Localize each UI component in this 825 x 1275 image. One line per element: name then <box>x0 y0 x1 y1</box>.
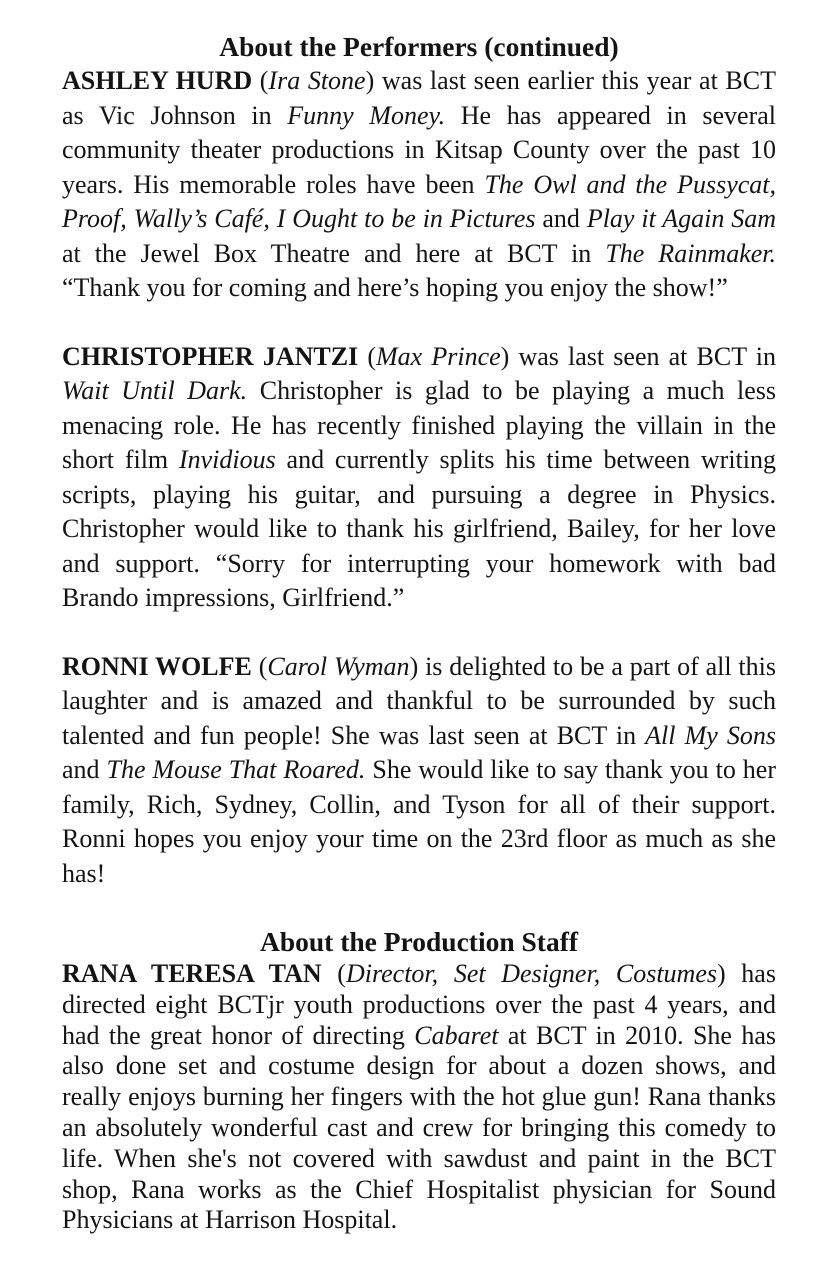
person-name: RANA TERESA TAN <box>62 959 322 988</box>
italic-title: The Rainmaker. <box>605 238 777 268</box>
italic-title: All My Sons <box>645 720 776 750</box>
italic-title: Play it Again Sam <box>586 204 777 233</box>
program-page <box>62 30 776 1236</box>
italic-title: Ira Stone <box>268 66 366 95</box>
bio-segment: ) was last seen earlier this year at BCT as Vic Johnson in <box>62 66 776 130</box>
person-name: RONNI WOLFE <box>62 651 252 681</box>
italic-title: The Owl and the Pussycat, Proof, Wally’s Café, I Ought to be in Pictures <box>62 169 777 233</box>
performer-bio-christopher-jantzi <box>62 340 776 616</box>
bio-segment: He has appeared in several community theater productions in Kitsap County over the past 10 years. His memorable roles have been <box>62 100 776 199</box>
bio-segment: ) has directed eight BCTjr youth productions over the past 4 years, and had the great honor of directing <box>62 959 776 1050</box>
performers-heading: About the Performers (continued) <box>219 31 619 62</box>
staff-bio-rana-teresa-tan <box>62 959 776 1236</box>
bio-segment: “Thank you for coming and here’s hoping you enjoy the show!” <box>62 273 728 302</box>
bio-segment: Christopher is glad to be playing a much less menacing role. He has recently finished playing the villain in the short film <box>62 376 776 474</box>
staff-heading: About the Production Staff <box>259 926 579 957</box>
bio-segment: ( <box>358 341 376 371</box>
bio-segment: ) is delighted to be a part of all this laughter and is amazed and thankful to be surrounded by such talented and fun people! She was last seen at BCT in <box>62 651 776 750</box>
italic-title: Funny Money. <box>287 100 446 130</box>
person-name: CHRISTOPHER JANTZI <box>62 341 359 371</box>
bio-segment: at BCT in 2010. She has also done set and costume design for about a dozen shows, and really enjoys burning her fingers with the hot glue gun! Rana thanks an absolutely wonderful cast and crew for bringing this comedy to life. When she's not covered with sawdust and paint in the BCT shop, Rana works as the Chief Hospitalist physician for Sound Physicians at Harrison Hospital. <box>62 1020 776 1235</box>
bio-segment: and <box>535 204 587 233</box>
bio-segment: and <box>62 755 107 784</box>
performer-bio-ashley-hurd <box>62 64 776 306</box>
italic-title: Carol Wyman <box>267 651 410 681</box>
bio-segment: and currently splits his time between writing scripts, playing his guitar, and pursuing a degree in Physics. Christopher would like to thank his girlfriend, Bailey, for her love and support. “Sorry for interrupting your homework with bad Brando impressions, Girlfriend.” <box>62 445 776 612</box>
bio-segment: She would like to say thank you to her family, Rich, Sydney, Collin, and Tyson for all of their support. Ronni hopes you enjoy your time on the 23rd floor as much as she has! <box>62 755 777 888</box>
performer-bio-ronni-wolfe <box>62 650 776 892</box>
person-name: ASHLEY HURD <box>62 66 253 95</box>
bio-segment: ( <box>252 66 269 95</box>
bio-segment: ( <box>251 651 268 681</box>
italic-title: Cabaret <box>414 1020 499 1050</box>
italic-title: Director, Set Designer, Costumes <box>345 959 717 988</box>
italic-title: Max Prince <box>376 341 501 371</box>
bio-segment: ) was last seen at BCT in <box>500 341 777 371</box>
bio-segment: at the Jewel Box Theatre and here at BCT in <box>62 238 606 268</box>
bio-segment: ( <box>321 959 346 988</box>
italic-title: Wait Until Dark. <box>62 376 248 405</box>
italic-title: Invidious <box>178 445 276 474</box>
italic-title: The Mouse That Roared. <box>106 755 366 784</box>
